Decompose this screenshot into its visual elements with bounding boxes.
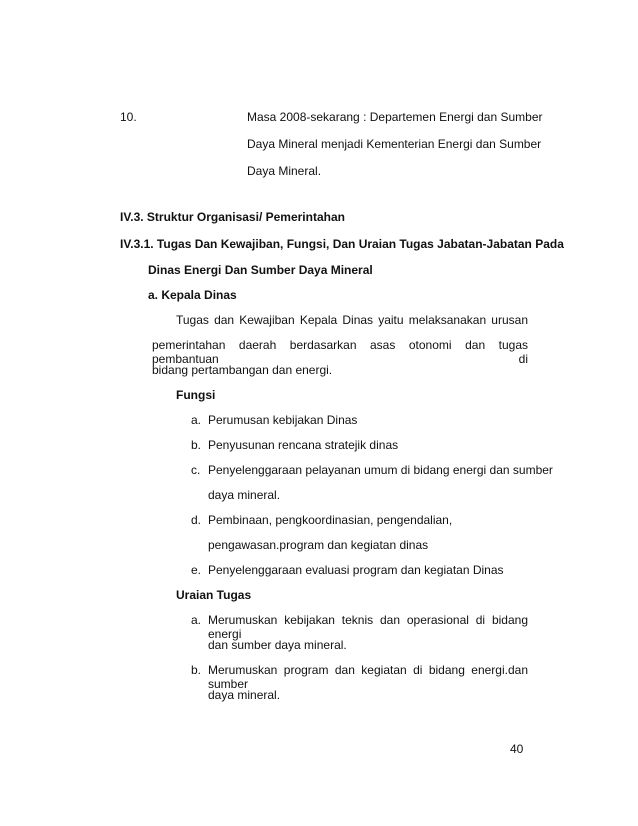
uraian-item-a-marker: a. xyxy=(191,613,202,627)
fungsi-item-c-marker: c. xyxy=(191,463,201,477)
fungsi-item-b-marker: b. xyxy=(191,438,202,452)
fungsi-item-c-text-line-1: Penyelenggaraan pelayanan umum di bidang energi dan sumber xyxy=(208,463,553,477)
fungsi-item-b-text: Penyusunan rencana stratejik dinas xyxy=(208,438,399,452)
fungsi-heading: Fungsi xyxy=(176,388,216,402)
subsection-heading-line-1: IV.3.1. Tugas Dan Kewajiban, Fungsi, Dan Uraian Tugas Jabatan-Jabatan Pada xyxy=(120,237,564,251)
kepala-paragraph-line-2: pemerintahan daerah berdasarkan asas otonomi dan tugas pembantuan di xyxy=(152,338,528,366)
fungsi-item-a-text: Perumusan kebijakan Dinas xyxy=(208,413,358,427)
history-line-1: Masa 2008-sekarang : Departemen Energi dan Sumber xyxy=(247,110,543,124)
history-number: 10. xyxy=(120,110,137,124)
kepala-dinas-heading: a. Kepala Dinas xyxy=(148,288,237,302)
uraian-tugas-heading: Uraian Tugas xyxy=(176,588,252,602)
fungsi-item-e-text: Penyelenggaraan evaluasi program dan kegiatan Dinas xyxy=(208,563,504,577)
subsection-heading-line-2: Dinas Energi Dan Sumber Daya Mineral xyxy=(148,263,373,277)
kepala-paragraph-line-1: Tugas dan Kewajiban Kepala Dinas yaitu melaksanakan urusan xyxy=(176,313,528,327)
fungsi-item-c-text-line-2: daya mineral. xyxy=(208,488,281,502)
fungsi-item-d-text-line-1: Pembinaan, pengkoordinasian, pengendalian, xyxy=(208,513,453,527)
history-line-3: Daya Mineral. xyxy=(247,164,322,178)
fungsi-item-e-marker: e. xyxy=(191,563,202,577)
uraian-item-b-text-line-2: daya mineral. xyxy=(208,688,281,702)
fungsi-item-d-marker: d. xyxy=(191,513,202,527)
history-line-2: Daya Mineral menjadi Kementerian Energi dan Sumber xyxy=(247,137,542,151)
page-number: 40 xyxy=(510,742,524,756)
uraian-item-b-marker: b. xyxy=(191,663,202,677)
fungsi-item-d-text-line-2: pengawasan.program dan kegiatan dinas xyxy=(208,538,429,552)
section-heading: IV.3. Struktur Organisasi/ Pemerintahan xyxy=(120,210,345,224)
fungsi-item-a-marker: a. xyxy=(191,413,202,427)
uraian-item-a-text-line-2: dan sumber daya mineral. xyxy=(208,638,347,652)
uraian-item-a-text-line-1: Merumuskan kebijakan teknis dan operasional di bidang energi xyxy=(208,613,528,641)
kepala-paragraph-line-3: bidang pertambangan dan energi. xyxy=(152,363,333,377)
uraian-item-b-text-line-1: Merumuskan program dan kegiatan di bidang energi.dan sumber xyxy=(208,663,528,691)
